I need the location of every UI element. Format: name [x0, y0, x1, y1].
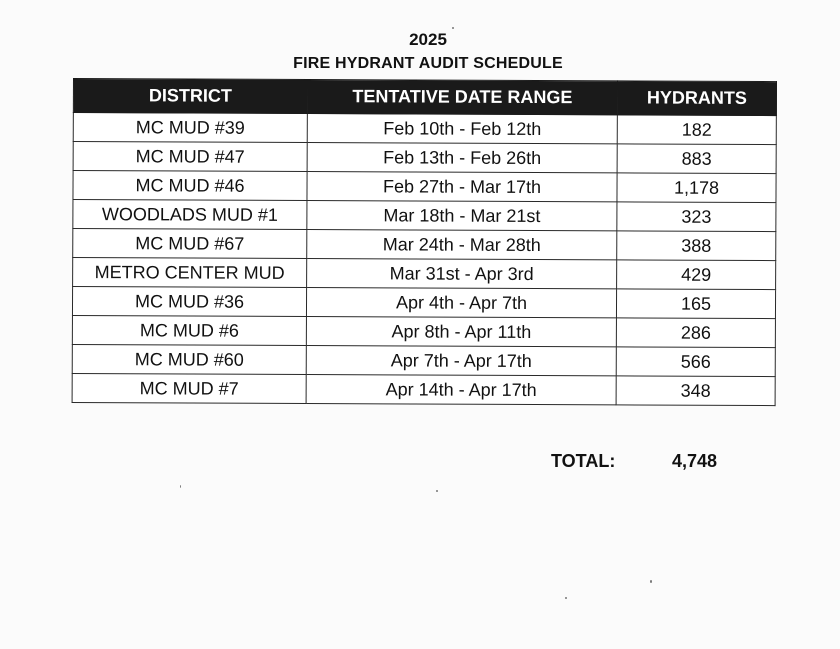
date-range-cell: Apr 4th - Apr 7th	[306, 288, 616, 318]
scan-speck	[436, 490, 438, 492]
district-cell: METRO CENTER MUD	[73, 258, 307, 288]
column-header-date-range: TENTATIVE DATE RANGE	[307, 80, 617, 115]
date-range-cell: Apr 14th - Apr 17th	[306, 375, 616, 405]
table-row	[73, 171, 776, 203]
date-range-cell: Mar 18th - Mar 21st	[307, 201, 617, 231]
hydrants-cell: 1,178	[617, 173, 776, 203]
audit-schedule-table	[72, 78, 777, 406]
table-row	[72, 373, 775, 405]
document-title: FIRE HYDRANT AUDIT SCHEDULE	[293, 55, 563, 72]
district-cell: MC MUD #39	[73, 113, 307, 143]
table-row	[72, 315, 775, 347]
total-label: TOTAL:	[551, 451, 616, 471]
hydrants-cell: 566	[616, 347, 775, 377]
district-cell: MC MUD #47	[73, 142, 307, 172]
hydrants-cell: 348	[616, 376, 775, 406]
date-range-cell: Mar 24th - Mar 28th	[307, 230, 617, 260]
hydrants-cell: 883	[617, 144, 776, 174]
table-header	[73, 79, 776, 116]
date-range-cell: Feb 13th - Feb 26th	[307, 143, 617, 173]
date-range-cell: Mar 31st - Apr 3rd	[307, 259, 617, 289]
district-cell: MC MUD #6	[72, 315, 306, 345]
total-value: 4,748	[672, 451, 718, 471]
table-row	[72, 344, 775, 376]
table-body	[72, 113, 776, 406]
hydrants-cell: 388	[617, 231, 776, 261]
hydrants-cell: 182	[617, 115, 776, 145]
table-row	[72, 287, 775, 319]
district-cell: MC MUD #7	[72, 373, 306, 403]
column-header-hydrants: HYDRANTS	[617, 81, 776, 116]
hydrants-cell: 165	[616, 289, 775, 319]
hydrants-cell: 286	[616, 318, 775, 348]
scan-speck	[565, 597, 567, 599]
header-row	[73, 79, 776, 116]
document-year: 2025	[409, 30, 447, 49]
table-row	[73, 200, 776, 232]
district-cell: MC MUD #67	[73, 229, 307, 259]
date-range-cell: Feb 27th - Mar 17th	[307, 172, 617, 202]
table-row	[73, 229, 776, 261]
scan-speck	[650, 580, 652, 583]
scan-speck	[452, 27, 454, 29]
hydrants-cell: 323	[617, 202, 776, 232]
district-cell: WOODLADS MUD #1	[73, 200, 307, 230]
table-row	[73, 258, 776, 290]
table-row	[73, 142, 776, 174]
district-cell: MC MUD #36	[72, 287, 306, 317]
date-range-cell: Apr 8th - Apr 11th	[306, 317, 616, 347]
date-range-cell: Feb 10th - Feb 12th	[307, 114, 617, 144]
table-row	[73, 113, 776, 145]
district-cell: MC MUD #60	[72, 344, 306, 374]
column-header-district: DISTRICT	[73, 79, 307, 114]
district-cell: MC MUD #46	[73, 171, 307, 201]
scan-speck	[180, 485, 181, 488]
date-range-cell: Apr 7th - Apr 17th	[306, 346, 616, 376]
hydrants-cell: 429	[617, 260, 776, 290]
